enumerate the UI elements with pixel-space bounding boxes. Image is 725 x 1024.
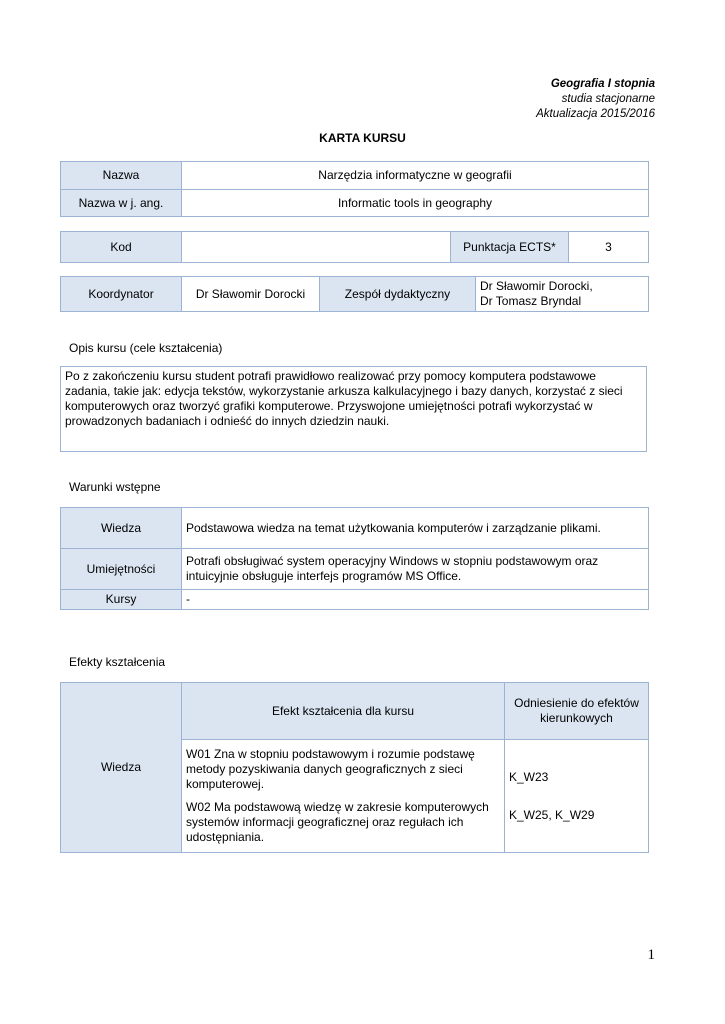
outcome-ref-w02: K_W25, K_W29 — [509, 807, 595, 822]
outcomes-content — [182, 740, 505, 853]
ects-label: Punktacja ECTS* — [451, 232, 569, 263]
description-text: Po z zakończeniu kursu student potrafi prawidłowo realizować przy pomocy komputera podstawowe zadania, takie jak: edycja tekstów, wykorzystanie arkusza kalkulacyjnego i bazy danych, korzystać z sieci komputerowych oraz tworzyć grafiki komputerowe. Przyswojone umiejętności potrafi wykorzystać w prowadzonych badaniach i odnieść do innych dziedzin nauki. — [60, 366, 647, 452]
kod-value — [182, 232, 451, 263]
outcome-w01: W01 Zna w stopniu podstawowym i rozumie podstawę metody pozyskiwania danych geograficznych z sieci komputerowej. — [186, 747, 475, 791]
prereq-label-courses: Kursy — [61, 590, 182, 610]
prereq-value-knowledge: Podstawowa wiedza na temat użytkowania komputerów i zarządzanie plikami. — [182, 508, 649, 549]
team-member-2: Dr Tomasz Bryndal — [480, 294, 582, 308]
code-table — [60, 231, 649, 263]
coordinator-value: Dr Sławomir Dorocki — [182, 277, 320, 312]
prereq-label-knowledge: Wiedza — [61, 508, 182, 549]
study-mode: studia stacjonarne — [561, 93, 655, 105]
page-title: KARTA KURSU — [319, 131, 406, 145]
coordinator-table — [60, 276, 649, 312]
team-value — [476, 277, 649, 312]
outcome-w02: W02 Ma podstawową wiedzę w zakresie komputerowych systemów informacji geograficznej oraz regułach ich udostępniania. — [186, 800, 489, 844]
name-label: Nazwa — [61, 162, 182, 190]
page-number: 1 — [647, 947, 655, 963]
outcomes-table — [60, 682, 649, 853]
outcomes-ref-header: Odniesienie do efektów kierunkowych — [505, 683, 649, 740]
team-member-1: Dr Sławomir Dorocki, — [480, 279, 593, 293]
prereq-label-skills: Umiejętności — [61, 549, 182, 590]
name-value: Narzędzia informatyczne w geografii — [182, 162, 649, 190]
prerequisites-table — [60, 507, 649, 610]
ects-value: 3 — [569, 232, 649, 263]
document-header — [536, 77, 655, 122]
prerequisites-heading: Warunki wstępne — [69, 480, 161, 494]
outcomes-heading: Efekty kształcenia — [69, 655, 166, 669]
description-heading: Opis kursu (cele kształcenia) — [69, 341, 223, 355]
outcome-ref-w01: K_W23 — [509, 769, 549, 784]
team-label: Zespół dydaktyczny — [320, 277, 476, 312]
program-name: Geografia I stopnia — [550, 78, 655, 90]
outcomes-col-header: Efekt kształcenia dla kursu — [182, 683, 505, 740]
course-name-table — [60, 161, 649, 217]
coordinator-label: Koordynator — [61, 277, 182, 312]
outcomes-row-label: Wiedza — [61, 683, 182, 853]
kod-label: Kod — [61, 232, 182, 263]
name-en-value: Informatic tools in geography — [182, 190, 649, 217]
outcomes-refs — [505, 740, 649, 853]
name-en-label: Nazwa w j. ang. — [61, 190, 182, 217]
update-year: Aktualizacja 2015/2016 — [536, 108, 655, 120]
prereq-value-skills: Potrafi obsługiwać system operacyjny Windows w stopniu podstawowym oraz intuicyjnie obsługuje interfejs programów MS Office. — [182, 549, 649, 590]
prereq-value-courses: - — [182, 590, 649, 610]
